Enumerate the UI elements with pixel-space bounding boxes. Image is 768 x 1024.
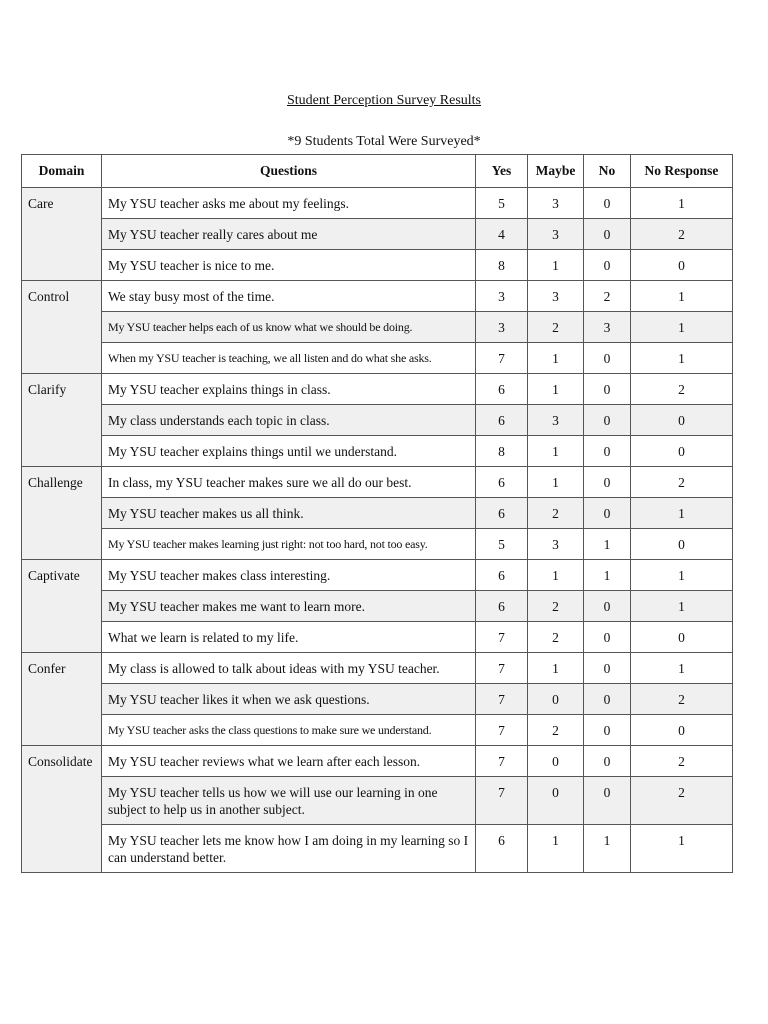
yes-count-cell: 4 xyxy=(476,219,528,250)
no-count-cell: 1 xyxy=(584,560,631,591)
no-response-count-cell: 2 xyxy=(631,746,733,777)
table-row xyxy=(22,560,733,591)
yes-count-cell: 7 xyxy=(476,653,528,684)
no-count-cell: 1 xyxy=(584,825,631,873)
maybe-count-cell: 3 xyxy=(528,529,584,560)
question-cell: My YSU teacher tells us how we will use our learning in one subject to help us in another subject. xyxy=(102,777,476,825)
header-domain: Domain xyxy=(22,155,102,188)
no-response-count-cell: 1 xyxy=(631,498,733,529)
table-row xyxy=(22,281,733,312)
maybe-count-cell: 0 xyxy=(528,746,584,777)
yes-count-cell: 6 xyxy=(476,560,528,591)
no-response-count-cell: 2 xyxy=(631,777,733,825)
question-cell: My YSU teacher asks the class questions to make sure we understand. xyxy=(102,715,476,746)
maybe-count-cell: 3 xyxy=(528,188,584,219)
no-count-cell: 0 xyxy=(584,591,631,622)
table-row xyxy=(22,250,733,281)
table-row xyxy=(22,622,733,653)
maybe-count-cell: 2 xyxy=(528,498,584,529)
domain-cell: Captivate xyxy=(22,560,102,653)
table-row xyxy=(22,374,733,405)
no-count-cell: 0 xyxy=(584,777,631,825)
domain-cell: Clarify xyxy=(22,374,102,467)
yes-count-cell: 6 xyxy=(476,825,528,873)
table-row xyxy=(22,405,733,436)
no-response-count-cell: 0 xyxy=(631,529,733,560)
yes-count-cell: 3 xyxy=(476,312,528,343)
question-cell: My YSU teacher explains things until we understand. xyxy=(102,436,476,467)
question-cell: My YSU teacher makes me want to learn more. xyxy=(102,591,476,622)
no-response-count-cell: 1 xyxy=(631,653,733,684)
no-response-count-cell: 0 xyxy=(631,436,733,467)
question-cell: My YSU teacher asks me about my feelings. xyxy=(102,188,476,219)
question-cell: My YSU teacher is nice to me. xyxy=(102,250,476,281)
question-cell: My class is allowed to talk about ideas with my YSU teacher. xyxy=(102,653,476,684)
no-response-count-cell: 1 xyxy=(631,281,733,312)
yes-count-cell: 7 xyxy=(476,343,528,374)
no-count-cell: 2 xyxy=(584,281,631,312)
header-maybe: Maybe xyxy=(528,155,584,188)
table-row xyxy=(22,653,733,684)
table-row xyxy=(22,777,733,825)
no-count-cell: 0 xyxy=(584,746,631,777)
yes-count-cell: 7 xyxy=(476,777,528,825)
no-response-count-cell: 1 xyxy=(631,591,733,622)
no-response-count-cell: 1 xyxy=(631,343,733,374)
yes-count-cell: 6 xyxy=(476,591,528,622)
maybe-count-cell: 1 xyxy=(528,825,584,873)
question-cell: My YSU teacher makes class interesting. xyxy=(102,560,476,591)
maybe-count-cell: 1 xyxy=(528,653,584,684)
no-count-cell: 0 xyxy=(584,188,631,219)
no-response-count-cell: 1 xyxy=(631,825,733,873)
maybe-count-cell: 1 xyxy=(528,560,584,591)
no-response-count-cell: 2 xyxy=(631,467,733,498)
maybe-count-cell: 1 xyxy=(528,374,584,405)
table-row xyxy=(22,343,733,374)
no-count-cell: 0 xyxy=(584,374,631,405)
yes-count-cell: 7 xyxy=(476,746,528,777)
maybe-count-cell: 1 xyxy=(528,343,584,374)
table-row xyxy=(22,467,733,498)
yes-count-cell: 7 xyxy=(476,684,528,715)
table-row xyxy=(22,498,733,529)
table-row xyxy=(22,591,733,622)
no-response-count-cell: 2 xyxy=(631,374,733,405)
no-count-cell: 0 xyxy=(584,436,631,467)
question-cell: My YSU teacher explains things in class. xyxy=(102,374,476,405)
table-row xyxy=(22,825,733,873)
table-row xyxy=(22,529,733,560)
no-count-cell: 0 xyxy=(584,653,631,684)
question-cell: My YSU teacher really cares about me xyxy=(102,219,476,250)
question-cell: My YSU teacher makes learning just right: not too hard, not too easy. xyxy=(102,529,476,560)
question-cell: My YSU teacher makes us all think. xyxy=(102,498,476,529)
no-count-cell: 0 xyxy=(584,250,631,281)
table-row xyxy=(22,746,733,777)
header-yes: Yes xyxy=(476,155,528,188)
no-count-cell: 0 xyxy=(584,715,631,746)
yes-count-cell: 6 xyxy=(476,467,528,498)
maybe-count-cell: 3 xyxy=(528,281,584,312)
domain-cell: Control xyxy=(22,281,102,374)
no-count-cell: 1 xyxy=(584,529,631,560)
document-title: Student Perception Survey Results xyxy=(286,93,482,108)
maybe-count-cell: 0 xyxy=(528,777,584,825)
yes-count-cell: 7 xyxy=(476,622,528,653)
maybe-count-cell: 3 xyxy=(528,405,584,436)
table-body xyxy=(22,188,733,873)
no-response-count-cell: 0 xyxy=(631,250,733,281)
survey-results-table xyxy=(21,154,733,873)
maybe-count-cell: 2 xyxy=(528,591,584,622)
yes-count-cell: 3 xyxy=(476,281,528,312)
domain-cell: Confer xyxy=(22,653,102,746)
no-response-count-cell: 1 xyxy=(631,560,733,591)
no-response-count-cell: 0 xyxy=(631,405,733,436)
no-response-count-cell: 0 xyxy=(631,715,733,746)
header-questions: Questions xyxy=(102,155,476,188)
no-response-count-cell: 2 xyxy=(631,684,733,715)
no-response-count-cell: 0 xyxy=(631,622,733,653)
header-no: No xyxy=(584,155,631,188)
domain-cell: Challenge xyxy=(22,467,102,560)
table-row xyxy=(22,715,733,746)
domain-cell: Consolidate xyxy=(22,746,102,873)
maybe-count-cell: 0 xyxy=(528,684,584,715)
question-cell: What we learn is related to my life. xyxy=(102,622,476,653)
domain-cell: Care xyxy=(22,188,102,281)
no-response-count-cell: 2 xyxy=(631,219,733,250)
question-cell: My YSU teacher likes it when we ask questions. xyxy=(102,684,476,715)
maybe-count-cell: 3 xyxy=(528,219,584,250)
no-count-cell: 3 xyxy=(584,312,631,343)
no-count-cell: 0 xyxy=(584,684,631,715)
question-cell: When my YSU teacher is teaching, we all listen and do what she asks. xyxy=(102,343,476,374)
table-row xyxy=(22,219,733,250)
maybe-count-cell: 1 xyxy=(528,436,584,467)
question-cell: We stay busy most of the time. xyxy=(102,281,476,312)
question-cell: My YSU teacher helps each of us know what we should be doing. xyxy=(102,312,476,343)
no-count-cell: 0 xyxy=(584,405,631,436)
yes-count-cell: 6 xyxy=(476,498,528,529)
question-cell: My YSU teacher lets me know how I am doing in my learning so I can understand better. xyxy=(102,825,476,873)
no-count-cell: 0 xyxy=(584,498,631,529)
table-header-row xyxy=(22,155,733,188)
yes-count-cell: 8 xyxy=(476,250,528,281)
no-count-cell: 0 xyxy=(584,219,631,250)
document-subtitle: *9 Students Total Were Surveyed* xyxy=(287,134,481,149)
header-no-response: No Response xyxy=(631,155,733,188)
maybe-count-cell: 2 xyxy=(528,622,584,653)
question-cell: My YSU teacher reviews what we learn after each lesson. xyxy=(102,746,476,777)
no-count-cell: 0 xyxy=(584,467,631,498)
no-count-cell: 0 xyxy=(584,622,631,653)
yes-count-cell: 6 xyxy=(476,374,528,405)
table-row xyxy=(22,312,733,343)
table-row xyxy=(22,684,733,715)
table-row xyxy=(22,436,733,467)
no-count-cell: 0 xyxy=(584,343,631,374)
table-row xyxy=(22,188,733,219)
yes-count-cell: 6 xyxy=(476,405,528,436)
question-cell: In class, my YSU teacher makes sure we all do our best. xyxy=(102,467,476,498)
yes-count-cell: 5 xyxy=(476,188,528,219)
yes-count-cell: 5 xyxy=(476,529,528,560)
maybe-count-cell: 2 xyxy=(528,312,584,343)
maybe-count-cell: 2 xyxy=(528,715,584,746)
no-response-count-cell: 1 xyxy=(631,188,733,219)
maybe-count-cell: 1 xyxy=(528,467,584,498)
maybe-count-cell: 1 xyxy=(528,250,584,281)
yes-count-cell: 7 xyxy=(476,715,528,746)
yes-count-cell: 8 xyxy=(476,436,528,467)
no-response-count-cell: 1 xyxy=(631,312,733,343)
question-cell: My class understands each topic in class. xyxy=(102,405,476,436)
